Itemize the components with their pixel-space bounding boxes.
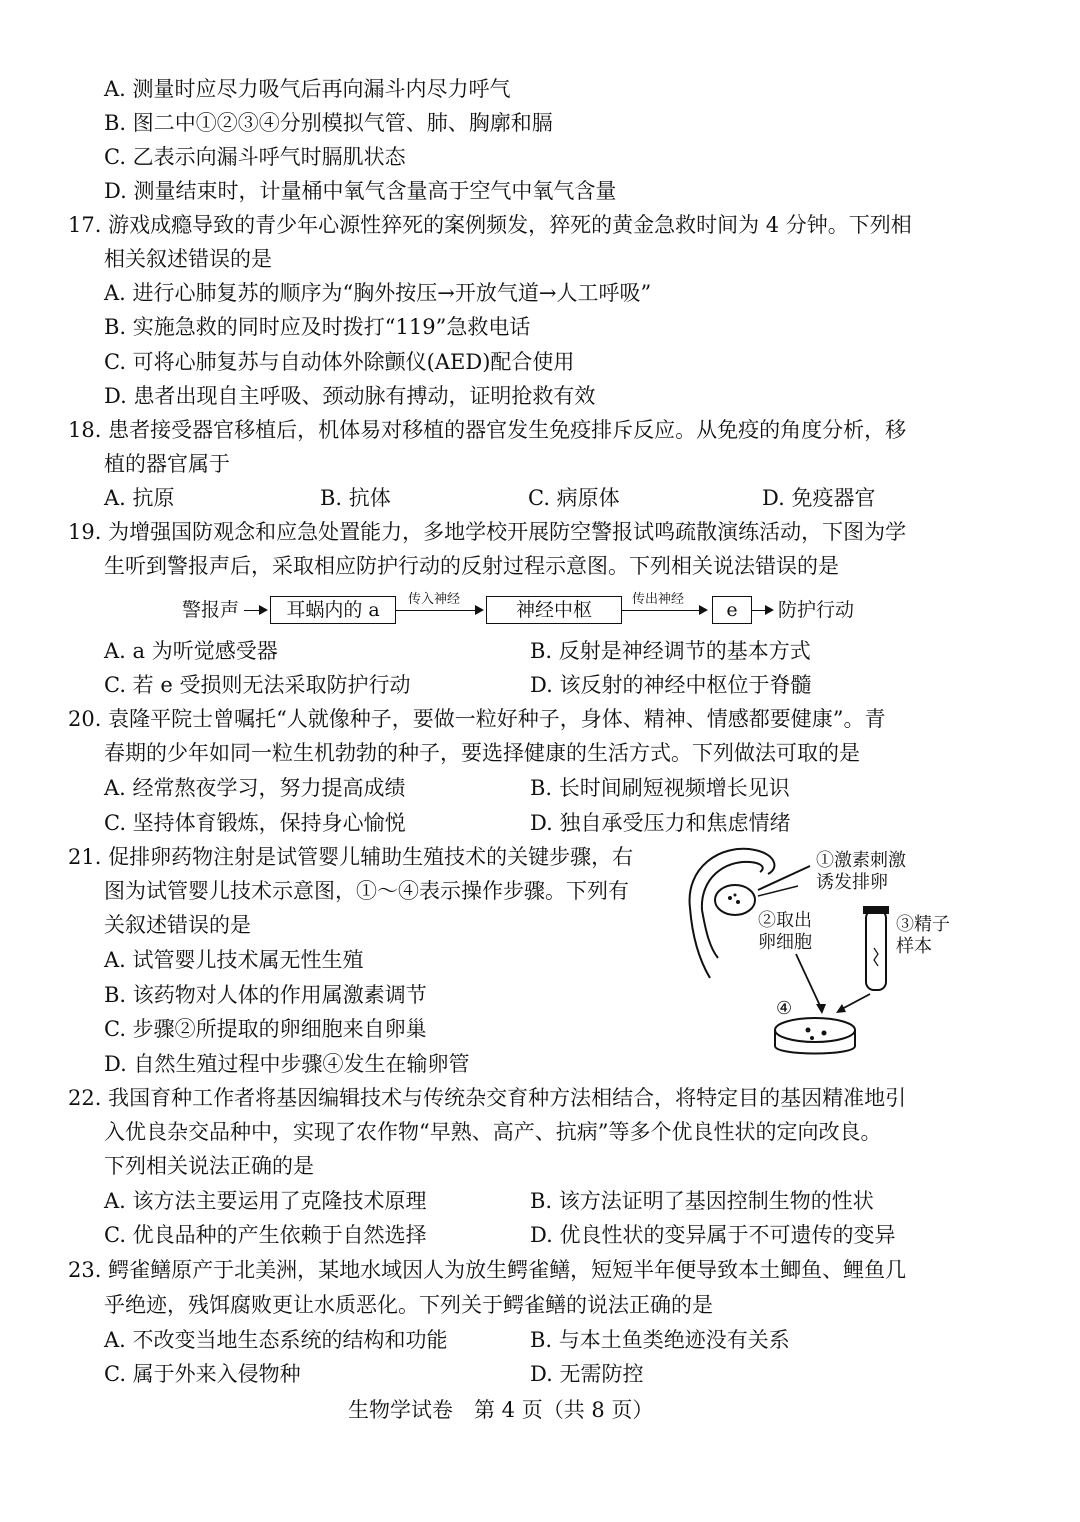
q19-option-a: A. a 为听觉感受器 [104,639,278,663]
ivf-label-step2: ②取出 [758,910,812,931]
q22-option-c: C. 优良品种的产生依赖于自然选择 [104,1223,427,1247]
diagram-arrow [244,610,266,611]
q16-option-d: D. 测量结束时，计量桶中氧气含量高于空气中氧气含量 [104,179,617,203]
q20-option-d: D. 独自承受压力和焦虑情绪 [530,811,791,835]
q21-option-a: A. 试管婴儿技术属无性生殖 [104,948,364,972]
q17-stem-line1: 17. 游戏成瘾导致的青少年心源性猝死的案例频发，猝死的黄金急救时间为 4 分钟。下列相 [68,213,912,237]
q21-stem-line1: 21. 促排卵药物注射是试管婴儿辅助生殖技术的关键步骤，右 [68,845,634,869]
q19-option-b: B. 反射是神经调节的基本方式 [530,639,811,663]
q18-stem-line1: 18. 患者接受器官移植后，机体易对移植的器官发生免疫排斥反应。从免疫的角度分析，移 [68,418,907,442]
q17-option-a: A. 进行心肺复苏的顺序为“胸外按压→开放气道→人工呼吸” [104,281,652,305]
q21-option-d: D. 自然生殖过程中步骤④发生在输卵管 [104,1052,470,1076]
q19-stem-line2: 生听到警报声后，采取相应防护行动的反射过程示意图。下列相关说法错误的是 [104,554,839,578]
diagram-arrow [622,610,706,611]
q21-option-b: B. 该药物对人体的作用属激素调节 [104,983,427,1007]
q22-option-b: B. 该方法证明了基因控制生物的性状 [530,1189,874,1213]
q22-stem-line1: 22. 我国育种工作者将基因编辑技术与传统杂交育种方法相结合，将特定目的基因精准地引 [68,1086,907,1110]
q16-option-a: A. 测量时应尽力吸气后再向漏斗内尽力呼气 [104,77,511,101]
page-footer: 生物学试卷 第 4 页（共 8 页） [348,1398,654,1422]
diagram-box-cochlea: 耳蜗内的 a [270,596,396,624]
q16-option-c: C. 乙表示向漏斗呼气时膈肌状态 [104,145,406,169]
q19-option-d: D. 该反射的神经中枢位于脊髓 [530,673,812,697]
q18-option-c: C. 病原体 [528,486,620,510]
q23-option-c: C. 属于外来入侵物种 [104,1362,301,1386]
q18-stem-line2: 植的器官属于 [104,452,230,476]
q20-option-b: B. 长时间刷短视频增长见识 [530,776,790,800]
q19-stem-line1: 19. 为增强国防观念和应急处置能力，多地学校开展防空警报试鸣疏散演练活动，下图为学 [68,520,907,544]
diagram-box-center: 神经中枢 [486,596,622,624]
q23-stem-line2: 乎绝迹，残饵腐败更让水质恶化。下列关于鳄雀鳝的说法正确的是 [104,1293,713,1317]
ivf-label-step3-line2: 样本 [896,936,932,957]
diagram-arrow [396,610,482,611]
q23-option-d: D. 无需防控 [530,1362,644,1386]
diagram-start-label: 警报声 [182,599,240,621]
ivf-label-step2-line2: 卵细胞 [758,932,812,953]
q21-stem-line3: 关叙述错误的是 [104,913,251,937]
q17-option-c: C. 可将心肺复苏与自动体外除颤仪(AED)配合使用 [104,350,575,374]
diagram-afferent-label: 传入神经 [408,592,461,607]
diagram-efferent-label: 传出神经 [632,592,685,607]
ivf-label-step1-line2: 诱发排卵 [816,872,888,893]
q22-option-a: A. 该方法主要运用了克隆技术原理 [104,1189,427,1213]
q22-stem-line3: 下列相关说法正确的是 [104,1154,314,1178]
q19-option-c: C. 若 e 受损则无法采取防护行动 [104,673,411,697]
q17-stem-line2: 相关叙述错误的是 [104,247,272,271]
q18-option-a: A. 抗原 [104,486,175,510]
q20-stem-line1: 20. 袁隆平院士曾嘱托“人就像种子，要做一粒好种子，身体、精神、情感都要健康”。青 [68,707,886,731]
ivf-label-step3: ③精子 [896,914,950,935]
q18-option-b: B. 抗体 [320,486,391,510]
q17-option-d: D. 患者出现自主呼吸、颈动脉有搏动，证明抢救有效 [104,384,596,408]
diagram-arrow [752,610,772,611]
ivf-label-step1: ①激素刺激 [816,850,906,871]
q21-option-c: C. 步骤②所提取的卵细胞来自卵巢 [104,1017,427,1041]
q18-option-d: D. 免疫器官 [762,486,876,510]
q23-option-b: B. 与本土鱼类绝迹没有关系 [530,1328,790,1352]
q16-option-b: B. 图二中①②③④分别模拟气管、肺、胸廓和膈 [104,111,553,135]
q23-stem-line1: 23. 鳄雀鳝原产于北美洲，某地水域因人为放生鳄雀鳝，短短半年便导致本土鲫鱼、鲤鱼几 [68,1258,907,1282]
q17-option-b: B. 实施急救的同时应及时拨打“119”急救电话 [104,315,531,339]
q20-option-a: A. 经常熬夜学习，努力提高成绩 [104,776,406,800]
q21-stem-line2: 图为试管婴儿技术示意图，①～④表示操作步骤。下列有 [104,879,629,903]
q22-stem-line2: 入优良杂交品种中，实现了农作物“早熟、高产、抗病”等多个优良性状的定向改良。 [104,1120,882,1144]
ivf-label-step4: ④ [776,998,793,1019]
q23-option-a: A. 不改变当地生态系统的结构和功能 [104,1328,448,1352]
diagram-box-e: e [712,596,752,624]
q20-option-c: C. 坚持体育锻炼，保持身心愉悦 [104,811,406,835]
q20-stem-line2: 春期的少年如同一粒生机勃勃的种子，要选择健康的生活方式。下列做法可取的是 [104,741,860,765]
diagram-end-label: 防护行动 [778,599,855,621]
q22-option-d: D. 优良性状的变异属于不可遗传的变异 [530,1223,896,1247]
